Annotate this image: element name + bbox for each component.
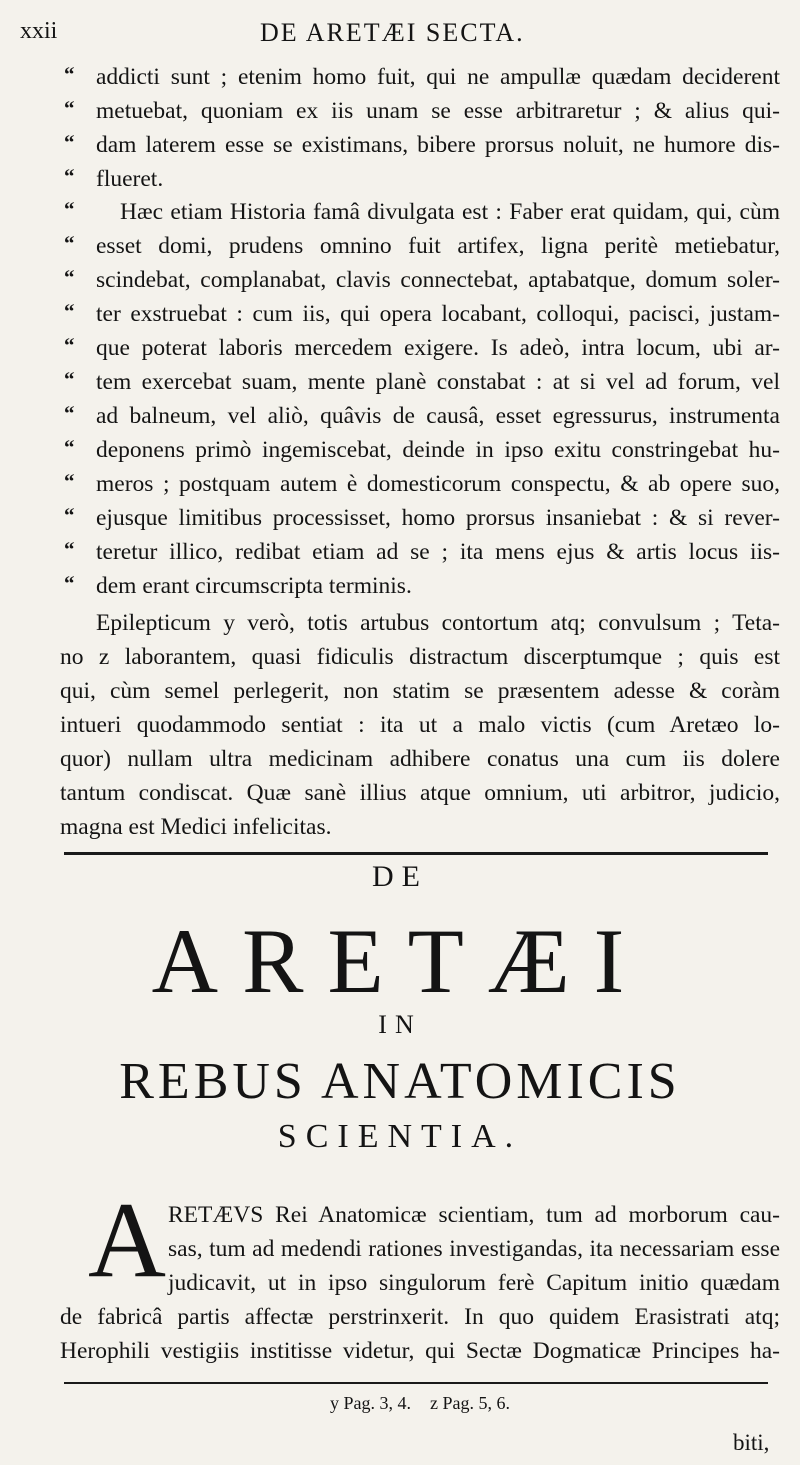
running-title: DE ARETÆI SECTA. <box>260 18 525 47</box>
text-line: no z laborantem, quasi fidiculis distractum discerptumque ; quis est <box>60 644 780 670</box>
text-line: Herophili vestigiis institisse videtur, qui Sectæ Dogmaticæ Principes ha- <box>60 1338 780 1364</box>
text-line: metuebat, quoniam ex iis unam se esse arbitraretur ; & alius qui- <box>96 98 780 124</box>
text-line: de fabricâ partis affectæ perstrinxerit. In quo quidem Erasistrati atq; <box>60 1304 780 1330</box>
footnote: y Pag. 3, 4. <box>330 1393 411 1413</box>
text-line: deponens primò ingemiscebat, deinde in ipso exitu constringebat hu- <box>96 437 780 463</box>
text-line: esset domi, prudens omnino fuit artifex, ligna peritè metiebatur, <box>96 233 780 259</box>
quote-mark: “ <box>64 537 75 561</box>
quote-mark: “ <box>64 265 75 289</box>
footnote: z Pag. 5, 6. <box>430 1393 510 1413</box>
quote-mark: “ <box>64 62 75 86</box>
quote-mark: “ <box>64 299 75 323</box>
quote-mark: “ <box>64 367 75 391</box>
running-head <box>20 18 780 52</box>
catchword: biti, <box>733 1430 770 1455</box>
quote-mark: “ <box>64 197 75 221</box>
text-line: Hæc etiam Historia famâ divulgata est : Faber erat quidam, qui, cùm <box>120 199 780 225</box>
quote-mark: “ <box>64 333 75 357</box>
text-line: ad balneum, vel aliò, quâvis de causâ, esset egressurus, instrumenta <box>96 403 780 429</box>
text-line: meros ; postquam autem è domesticorum conspectu, & ab opere suo, <box>96 471 780 497</box>
text-line: tem exercebat suam, mente planè constabat : at si vel ad forum, vel <box>96 369 780 395</box>
section-title-de: DE <box>372 860 428 893</box>
text-line: magna est Medici infelicitas. <box>60 814 332 840</box>
text-line: tantum condiscat. Quæ sanè illius atque omnium, uti arbitror, judicio, <box>60 780 780 806</box>
text-line: sas, tum ad medendi rationes investigandas, ita necessariam esse <box>168 1236 780 1262</box>
quote-mark: “ <box>64 401 75 425</box>
quote-mark: “ <box>64 503 75 527</box>
footnote-rule <box>64 1382 768 1384</box>
quote-mark: “ <box>64 469 75 493</box>
page-number: xxii <box>20 18 58 44</box>
text-line: teretur illico, redibat etiam ad se ; ita mens ejus & artis locus iis- <box>96 539 780 565</box>
text-line: qui, cùm semel perlegerit, non statim se præsentem adesse & coràm <box>60 678 780 704</box>
text-line: ejusque limitibus processisset, homo prorsus insaniebat : & si rever- <box>96 505 780 531</box>
text-line: intueri quodammodo sentiat : ita ut a malo victis (cum Aretæo lo- <box>60 712 780 738</box>
quote-mark: “ <box>64 435 75 459</box>
text-line: judicavit, ut in ipso singulorum ferè Capitum initio quædam <box>168 1270 780 1296</box>
text-line: Epilepticum y verò, totis artubus contortum atq; convulsum ; Teta- <box>96 610 780 636</box>
drop-cap: A <box>88 1181 166 1300</box>
text-line: dam laterem esse se existimans, bibere prorsus noluit, ne humore dis- <box>96 132 780 158</box>
quote-mark: “ <box>64 96 75 120</box>
quote-mark: “ <box>64 164 75 188</box>
text-line: que poterat laboris mercedem exigere. Is adeò, intra locum, ubi ar- <box>96 335 780 361</box>
text-line: addicti sunt ; etenim homo fuit, qui ne ampullæ quædam deciderent <box>96 64 780 90</box>
section-title-in: IN <box>378 1010 422 1039</box>
text-line: RETÆVS Rei Anatomicæ scientiam, tum ad morborum cau- <box>168 1202 780 1228</box>
quote-mark: “ <box>64 130 75 154</box>
section-divider <box>64 852 768 855</box>
section-title-scientia: SCIENTIA. <box>277 1118 523 1155</box>
quote-mark: “ <box>64 231 75 255</box>
text-line: dem erant circumscripta terminis. <box>96 573 412 599</box>
text-line: scindebat, complanabat, clavis connectebat, aptabatque, domum soler- <box>96 267 780 293</box>
text-line: quor) nullam ultra medicinam adhibere conatus una cum iis dolere <box>60 746 780 772</box>
quote-mark: “ <box>64 571 75 595</box>
text-line: ter exstruebat : cum iis, qui opera locabant, colloqui, pacisci, justam- <box>96 301 780 327</box>
section-title-rebus: REBUS ANATOMICIS <box>119 1053 681 1110</box>
text-line: flueret. <box>96 166 164 192</box>
section-title-aretaei: ARETÆI <box>151 910 649 1012</box>
